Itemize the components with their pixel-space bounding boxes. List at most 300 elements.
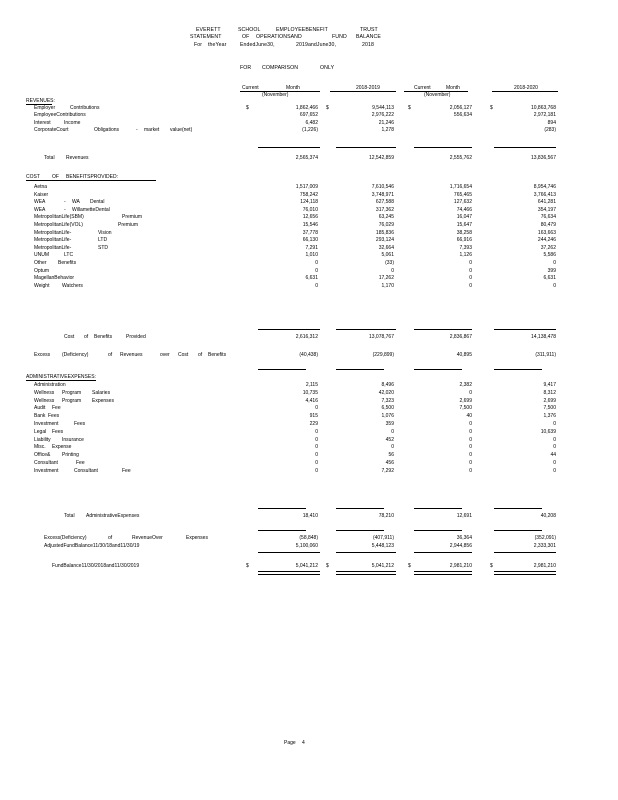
comparison-note-word: COMPARISON bbox=[262, 65, 299, 71]
value-cell: 5,061 bbox=[381, 252, 394, 259]
value-cell: 10,863,768 bbox=[530, 105, 556, 111]
rule-line bbox=[258, 508, 306, 509]
row-label-word: Program bbox=[62, 397, 82, 404]
section-heading-revenues: REVENUES: bbox=[26, 98, 55, 104]
value-cell: 16,047 bbox=[456, 214, 472, 221]
rule-line bbox=[258, 369, 306, 370]
value-cell: 74,466 bbox=[456, 206, 472, 213]
rule-line bbox=[414, 530, 462, 531]
value-cell: 317,362 bbox=[375, 206, 394, 213]
value-cell: 0 bbox=[315, 405, 318, 412]
value-cell: 6,631 bbox=[543, 275, 556, 282]
dollar-sign: $ bbox=[326, 563, 329, 569]
col3-subheader: (November) bbox=[424, 92, 451, 98]
value-cell: 1,278 bbox=[381, 126, 394, 133]
row-label-word: - bbox=[64, 199, 66, 206]
dollar-sign: $ bbox=[408, 563, 411, 569]
value-cell: (283) bbox=[544, 126, 556, 133]
section-heading-admin: ADMINISTRATIVEEXPENSES: bbox=[26, 374, 96, 380]
value-cell: 0 bbox=[315, 436, 318, 443]
row-label-word: - bbox=[136, 126, 138, 133]
value-cell: 3,748,971 bbox=[371, 191, 394, 198]
value-cell: 2,981,210 bbox=[449, 563, 472, 569]
comparison-note-word: ONLY bbox=[320, 65, 335, 71]
value-cell: 9,417 bbox=[543, 382, 556, 388]
row-label-word: Total bbox=[64, 513, 75, 519]
row-label-word: Benefits bbox=[94, 334, 113, 340]
value-cell: 1,376 bbox=[543, 413, 556, 420]
row-label-word: LTD bbox=[98, 237, 108, 244]
value-cell: 0 bbox=[553, 282, 556, 289]
value-cell: 2,836,867 bbox=[449, 334, 472, 340]
row-label-word: Audit bbox=[34, 405, 46, 412]
value-cell: 1,010 bbox=[305, 252, 318, 259]
value-cell: 0 bbox=[391, 444, 394, 451]
value-cell: 2,981,210 bbox=[533, 563, 556, 569]
value-cell: 0 bbox=[315, 460, 318, 466]
value-cell: 15,546 bbox=[302, 222, 318, 228]
row-label-word: WillametteDental bbox=[72, 206, 110, 213]
value-cell: 185,836 bbox=[375, 229, 394, 236]
rule-line bbox=[494, 530, 542, 531]
header-line3-word: 2019andJune30, bbox=[296, 42, 337, 48]
value-cell: 76,010 bbox=[302, 206, 318, 213]
value-cell: 14,138,478 bbox=[530, 334, 556, 340]
rule-line bbox=[494, 329, 556, 330]
row-label-word: of bbox=[108, 535, 113, 541]
row-label-word: Fee bbox=[52, 405, 61, 412]
row-label-word: Dental bbox=[90, 199, 105, 206]
row-label-word: Excess(Deficiency) bbox=[44, 535, 87, 541]
value-cell: 21,246 bbox=[378, 119, 394, 126]
value-cell: 8,954,746 bbox=[533, 184, 556, 190]
row-label-word: Fees bbox=[74, 421, 86, 427]
rule-line bbox=[414, 369, 462, 370]
value-cell: 0 bbox=[469, 260, 472, 266]
value-cell: 0 bbox=[469, 460, 472, 466]
value-cell: 44 bbox=[550, 452, 556, 459]
header-line1-word: TRUST bbox=[360, 27, 378, 33]
value-cell: 0 bbox=[469, 282, 472, 289]
value-cell: 8,312 bbox=[543, 389, 556, 396]
value-cell: 359 bbox=[385, 421, 394, 427]
rule-line bbox=[414, 552, 472, 553]
rule-line bbox=[414, 147, 472, 148]
row-label-word: LTC bbox=[64, 252, 74, 259]
row-label-word: Premium bbox=[118, 222, 139, 228]
value-cell: 915 bbox=[309, 413, 318, 420]
value-cell: 13,078,767 bbox=[368, 334, 394, 340]
value-cell: (40,438) bbox=[299, 352, 318, 358]
value-cell: 0 bbox=[469, 267, 472, 274]
value-cell: (33) bbox=[385, 260, 394, 266]
value-cell: 2,699 bbox=[543, 397, 556, 404]
value-cell: 894 bbox=[547, 119, 556, 126]
value-cell: 556,634 bbox=[453, 112, 472, 119]
row-label-word: Expense bbox=[52, 444, 72, 451]
row-label-word: UNUM bbox=[34, 252, 49, 259]
rule-line bbox=[336, 508, 384, 509]
row-label-word: (Deficiency) bbox=[62, 352, 89, 358]
value-cell: 42,020 bbox=[378, 389, 394, 396]
value-cell: 354,197 bbox=[537, 206, 556, 213]
value-cell: 2,555,762 bbox=[449, 155, 472, 161]
value-cell: 2,699 bbox=[459, 397, 472, 404]
header-line3-word: For bbox=[194, 42, 203, 48]
header-line1-word: EMPLOYEEBENEFIT bbox=[276, 27, 328, 33]
value-cell: (407,911) bbox=[372, 535, 394, 541]
value-cell: 15,647 bbox=[456, 222, 472, 228]
col1-header: Current bbox=[242, 85, 259, 91]
row-label-word: Vision bbox=[98, 229, 112, 236]
row-label-word: Kaiser bbox=[34, 191, 49, 198]
value-cell: 5,041,212 bbox=[371, 563, 394, 569]
row-label-word: Revenues bbox=[66, 155, 89, 161]
dollar-sign: $ bbox=[326, 105, 329, 111]
dollar-sign: $ bbox=[490, 105, 493, 111]
rule-line bbox=[336, 369, 384, 370]
row-label-word: of bbox=[198, 352, 203, 358]
value-cell: 7,500 bbox=[459, 405, 472, 412]
rule-line bbox=[414, 508, 462, 509]
row-label-word: Misc. bbox=[34, 444, 46, 451]
value-cell: 1,076 bbox=[381, 413, 394, 420]
rule-line bbox=[492, 91, 558, 92]
row-label-word: Fees bbox=[52, 428, 64, 435]
value-cell: 456 bbox=[385, 460, 394, 466]
row-label-word: STD bbox=[98, 244, 108, 251]
value-cell: 0 bbox=[315, 467, 318, 474]
value-cell: 13,836,567 bbox=[530, 155, 556, 161]
dollar-sign: $ bbox=[408, 105, 411, 111]
row-label-word: RevenueOver bbox=[132, 535, 163, 541]
value-cell: 293,124 bbox=[375, 237, 394, 244]
header-line2-word: FUND bbox=[332, 34, 347, 40]
value-cell: 0 bbox=[553, 260, 556, 266]
value-cell: 7,610,546 bbox=[371, 184, 394, 190]
row-label-word: Revenues bbox=[120, 352, 143, 358]
value-cell: 1,517,009 bbox=[295, 184, 318, 190]
row-label-word: Benefits bbox=[208, 352, 227, 358]
row-label-word: Office& bbox=[34, 452, 51, 459]
value-cell: 5,586 bbox=[543, 252, 556, 259]
value-cell: 36,364 bbox=[456, 535, 472, 541]
row-label-word: WEA bbox=[34, 199, 46, 206]
value-cell: 5,041,212 bbox=[295, 563, 318, 569]
row-label-word: Excess bbox=[34, 352, 51, 358]
value-cell: 4,416 bbox=[305, 397, 318, 404]
row-label-word: AdministrativeExpenses bbox=[86, 513, 140, 519]
value-cell: 0 bbox=[391, 267, 394, 274]
row-label-word: Cost bbox=[178, 352, 189, 358]
row-label-word: Insurance bbox=[62, 436, 84, 443]
value-cell: 0 bbox=[315, 282, 318, 289]
row-label-word: OF bbox=[52, 174, 59, 180]
rule-line bbox=[258, 530, 306, 531]
value-cell: 0 bbox=[553, 421, 556, 427]
value-cell: 66,130 bbox=[302, 237, 318, 244]
row-label-word: Income bbox=[64, 119, 81, 126]
row-label-word: CorporateCourt bbox=[34, 126, 69, 133]
row-label-word: WEA bbox=[34, 206, 46, 213]
value-cell: 452 bbox=[385, 436, 394, 443]
row-label-word: Total bbox=[44, 155, 55, 161]
row-label-word: Investment bbox=[34, 421, 59, 427]
row-label-word: Provided bbox=[126, 334, 146, 340]
value-cell: 5,100,060 bbox=[295, 543, 318, 549]
rule-line bbox=[494, 508, 542, 509]
row-label-word: Optum bbox=[34, 267, 50, 274]
value-cell: 124,118 bbox=[300, 199, 318, 206]
row-label-word: MetropolitanLife- bbox=[34, 237, 72, 244]
dollar-sign: $ bbox=[246, 563, 249, 569]
value-cell: 0 bbox=[315, 267, 318, 274]
value-cell: 0 bbox=[553, 444, 556, 451]
rule-line bbox=[494, 571, 556, 575]
value-cell: (229,899) bbox=[372, 352, 394, 358]
value-cell: 40,895 bbox=[456, 352, 472, 358]
col1-subheader: (November) bbox=[262, 92, 289, 98]
value-cell: 32,664 bbox=[378, 244, 394, 251]
row-label-word: Expenses bbox=[92, 397, 114, 404]
row-label-word: MetropolitanLife- bbox=[34, 229, 72, 236]
value-cell: 12,691 bbox=[456, 513, 472, 519]
value-cell: 66,916 bbox=[456, 237, 472, 244]
value-cell: 0 bbox=[469, 389, 472, 396]
rule-line bbox=[494, 369, 542, 370]
adjusted-balance-label: AdjustedFundBalance11/30/18and11/30/19 bbox=[44, 543, 140, 549]
dollar-sign: $ bbox=[246, 105, 249, 111]
value-cell: 2,944,856 bbox=[449, 543, 472, 549]
value-cell: 7,500 bbox=[543, 405, 556, 412]
header-line3-word: theYear bbox=[208, 42, 227, 48]
rule-line bbox=[336, 571, 396, 575]
col2-header: 2018-2019 bbox=[356, 85, 380, 91]
rule-line bbox=[336, 147, 396, 148]
value-cell: 76,634 bbox=[540, 214, 556, 221]
row-label-word: Fee bbox=[122, 467, 131, 474]
value-cell: 0 bbox=[315, 452, 318, 459]
value-cell: 1,170 bbox=[381, 282, 394, 289]
rule-line bbox=[258, 147, 320, 148]
value-cell: 0 bbox=[315, 428, 318, 435]
value-cell: 5,448,123 bbox=[371, 543, 394, 549]
value-cell: (311,911) bbox=[535, 352, 556, 358]
value-cell: 2,972,181 bbox=[533, 112, 556, 119]
row-label-word: Printing bbox=[62, 452, 79, 459]
header-line3-word: 2018 bbox=[362, 42, 374, 48]
row-label-word: Investment bbox=[34, 467, 59, 474]
value-cell: 2,976,222 bbox=[371, 112, 394, 119]
value-cell: 1,126 bbox=[459, 252, 472, 259]
value-cell: 0 bbox=[553, 460, 556, 466]
value-cell: 765,465 bbox=[453, 191, 472, 198]
row-label-word: Wellness bbox=[34, 389, 55, 396]
header-line2-word: STATEMENT bbox=[190, 34, 222, 40]
value-cell: 6,631 bbox=[305, 275, 318, 282]
row-label-word: Bank bbox=[34, 413, 46, 420]
value-cell: 0 bbox=[315, 260, 318, 266]
value-cell: 758,242 bbox=[299, 191, 318, 198]
row-label-word: Benefits bbox=[58, 260, 77, 266]
value-cell: 40,208 bbox=[540, 513, 556, 519]
row-label-word: Program bbox=[62, 389, 82, 396]
col3-header: Month bbox=[446, 85, 460, 91]
value-cell: 6,500 bbox=[381, 405, 394, 412]
row-label-word: - bbox=[64, 206, 66, 213]
value-cell: 7,291 bbox=[305, 244, 318, 251]
rule-line bbox=[258, 571, 320, 575]
row-label-word: Interest bbox=[34, 119, 51, 126]
rule-line bbox=[26, 180, 156, 181]
value-cell: 127,632 bbox=[453, 199, 472, 206]
value-cell: 627,588 bbox=[375, 199, 394, 206]
value-cell: 1,716,654 bbox=[449, 184, 472, 190]
rule-line bbox=[494, 147, 556, 148]
value-cell: 2,382 bbox=[459, 382, 472, 388]
row-label-word: Consultant bbox=[74, 467, 98, 474]
value-cell: 0 bbox=[315, 444, 318, 451]
value-cell: 399 bbox=[547, 267, 556, 274]
value-cell: 10,639 bbox=[540, 428, 556, 435]
row-label-word: Administration bbox=[34, 382, 66, 388]
rule-line bbox=[240, 91, 320, 92]
header-line2-word: BALANCE bbox=[356, 34, 381, 40]
value-cell: 7,393 bbox=[459, 244, 472, 251]
col4-header: 2018-2020 bbox=[514, 85, 538, 91]
fund-balance-label: FundBalance11/30/2018and11/30/2019 bbox=[52, 563, 140, 569]
value-cell: 80,479 bbox=[540, 222, 556, 228]
value-cell: 0 bbox=[469, 436, 472, 443]
value-cell: 63,245 bbox=[378, 214, 394, 221]
row-label-word: of bbox=[108, 352, 113, 358]
rule-line bbox=[336, 329, 396, 330]
value-cell: 2,333,301 bbox=[533, 543, 556, 549]
value-cell: 0 bbox=[469, 421, 472, 427]
row-label-word: Aetna bbox=[34, 184, 48, 190]
row-label-word: Cost bbox=[64, 334, 75, 340]
value-cell: 8,496 bbox=[381, 382, 394, 388]
row-label-word: MagellanBehavior bbox=[34, 275, 75, 282]
value-cell: 7,292 bbox=[381, 467, 394, 474]
value-cell: 641,281 bbox=[537, 199, 556, 206]
row-label-word: WA bbox=[72, 199, 80, 206]
rule-line bbox=[258, 552, 320, 553]
value-cell: 9,544,113 bbox=[372, 105, 394, 111]
row-label-word: Watchers bbox=[62, 282, 83, 289]
value-cell: (58,848) bbox=[299, 535, 318, 541]
row-label-word: value(net) bbox=[170, 126, 193, 133]
header-line3-word: EndedJune30, bbox=[240, 42, 275, 48]
row-label-word: Other bbox=[34, 260, 47, 266]
row-label-word: MetropolitanLife(SBM) bbox=[34, 214, 84, 221]
value-cell: 0 bbox=[469, 467, 472, 474]
value-cell: 37,262 bbox=[540, 244, 556, 251]
rule-line bbox=[414, 329, 472, 330]
value-cell: 78,210 bbox=[378, 513, 394, 519]
col1-header: Month bbox=[286, 85, 300, 91]
value-cell: 0 bbox=[469, 444, 472, 451]
value-cell: 12,542,859 bbox=[368, 155, 394, 161]
value-cell: 1,862,466 bbox=[295, 105, 318, 111]
rule-line bbox=[336, 552, 396, 553]
value-cell: (1,226) bbox=[302, 126, 318, 133]
value-cell: 697,652 bbox=[299, 112, 318, 119]
value-cell: 0 bbox=[391, 428, 394, 435]
comparison-note-word: FOR bbox=[240, 65, 252, 71]
rule-line bbox=[404, 91, 468, 92]
value-cell: 56 bbox=[388, 452, 394, 459]
row-label-word: Consultant bbox=[34, 460, 58, 466]
value-cell: (352,091) bbox=[534, 535, 556, 541]
row-label-word: MetropolitanLife- bbox=[34, 244, 72, 251]
header-line2-word: OF bbox=[242, 34, 250, 40]
rule-line bbox=[414, 571, 472, 575]
rule-line bbox=[494, 552, 556, 553]
row-label-word: Fee bbox=[76, 460, 85, 466]
value-cell: 76,029 bbox=[378, 222, 394, 228]
value-cell: 6,482 bbox=[305, 119, 318, 126]
row-label-word: Wellness bbox=[34, 397, 55, 404]
row-label-word: Obligations bbox=[94, 126, 120, 133]
value-cell: 2,565,374 bbox=[295, 155, 318, 161]
value-cell: 163,663 bbox=[537, 229, 556, 236]
header-line2-word: OPERATIONSAND bbox=[256, 34, 302, 40]
row-label-word: BENEFITSPROVIDED: bbox=[66, 174, 118, 180]
value-cell: 40 bbox=[466, 413, 472, 420]
value-cell: 0 bbox=[469, 452, 472, 459]
value-cell: 17,262 bbox=[378, 275, 394, 282]
row-label-word: Contributions bbox=[70, 105, 100, 111]
page-label: Page bbox=[284, 740, 296, 746]
row-label-word: EmployeeContributions bbox=[34, 112, 86, 119]
rule-line bbox=[258, 329, 320, 330]
row-label-word: Expenses bbox=[186, 535, 208, 541]
row-label-word: over bbox=[160, 352, 170, 358]
row-label-word: Liability bbox=[34, 436, 51, 443]
rule-line bbox=[336, 530, 384, 531]
row-label-word: COST bbox=[26, 174, 40, 180]
value-cell: 0 bbox=[553, 436, 556, 443]
value-cell: 10,735 bbox=[302, 389, 318, 396]
value-cell: 7,323 bbox=[381, 397, 394, 404]
value-cell: 12,656 bbox=[302, 214, 318, 221]
value-cell: 0 bbox=[469, 275, 472, 282]
value-cell: 0 bbox=[469, 428, 472, 435]
row-label-word: MetropolitanLife(VOL) bbox=[34, 222, 83, 228]
value-cell: 18,410 bbox=[302, 513, 318, 519]
value-cell: 244,246 bbox=[537, 237, 556, 244]
dollar-sign: $ bbox=[490, 563, 493, 569]
value-cell: 0 bbox=[553, 467, 556, 474]
rule-line bbox=[330, 91, 396, 92]
value-cell: 2,616,312 bbox=[295, 334, 318, 340]
rule-line bbox=[26, 380, 96, 381]
header-line1-word: EVERETT bbox=[196, 27, 221, 33]
row-label-word: Weight bbox=[34, 282, 50, 289]
value-cell: 2,056,127 bbox=[449, 105, 472, 111]
row-label-word: Premium bbox=[122, 214, 143, 221]
value-cell: 38,258 bbox=[456, 229, 472, 236]
value-cell: 37,778 bbox=[302, 229, 318, 236]
page-number: 4 bbox=[302, 740, 305, 746]
row-label-word: Legal bbox=[34, 428, 47, 435]
row-label-word: of bbox=[84, 334, 89, 340]
col3-header: Current bbox=[414, 85, 431, 91]
row-label-word: market bbox=[144, 126, 160, 133]
row-label-word: Employer bbox=[34, 105, 56, 111]
header-line1-word: SCHOOL bbox=[238, 27, 261, 33]
